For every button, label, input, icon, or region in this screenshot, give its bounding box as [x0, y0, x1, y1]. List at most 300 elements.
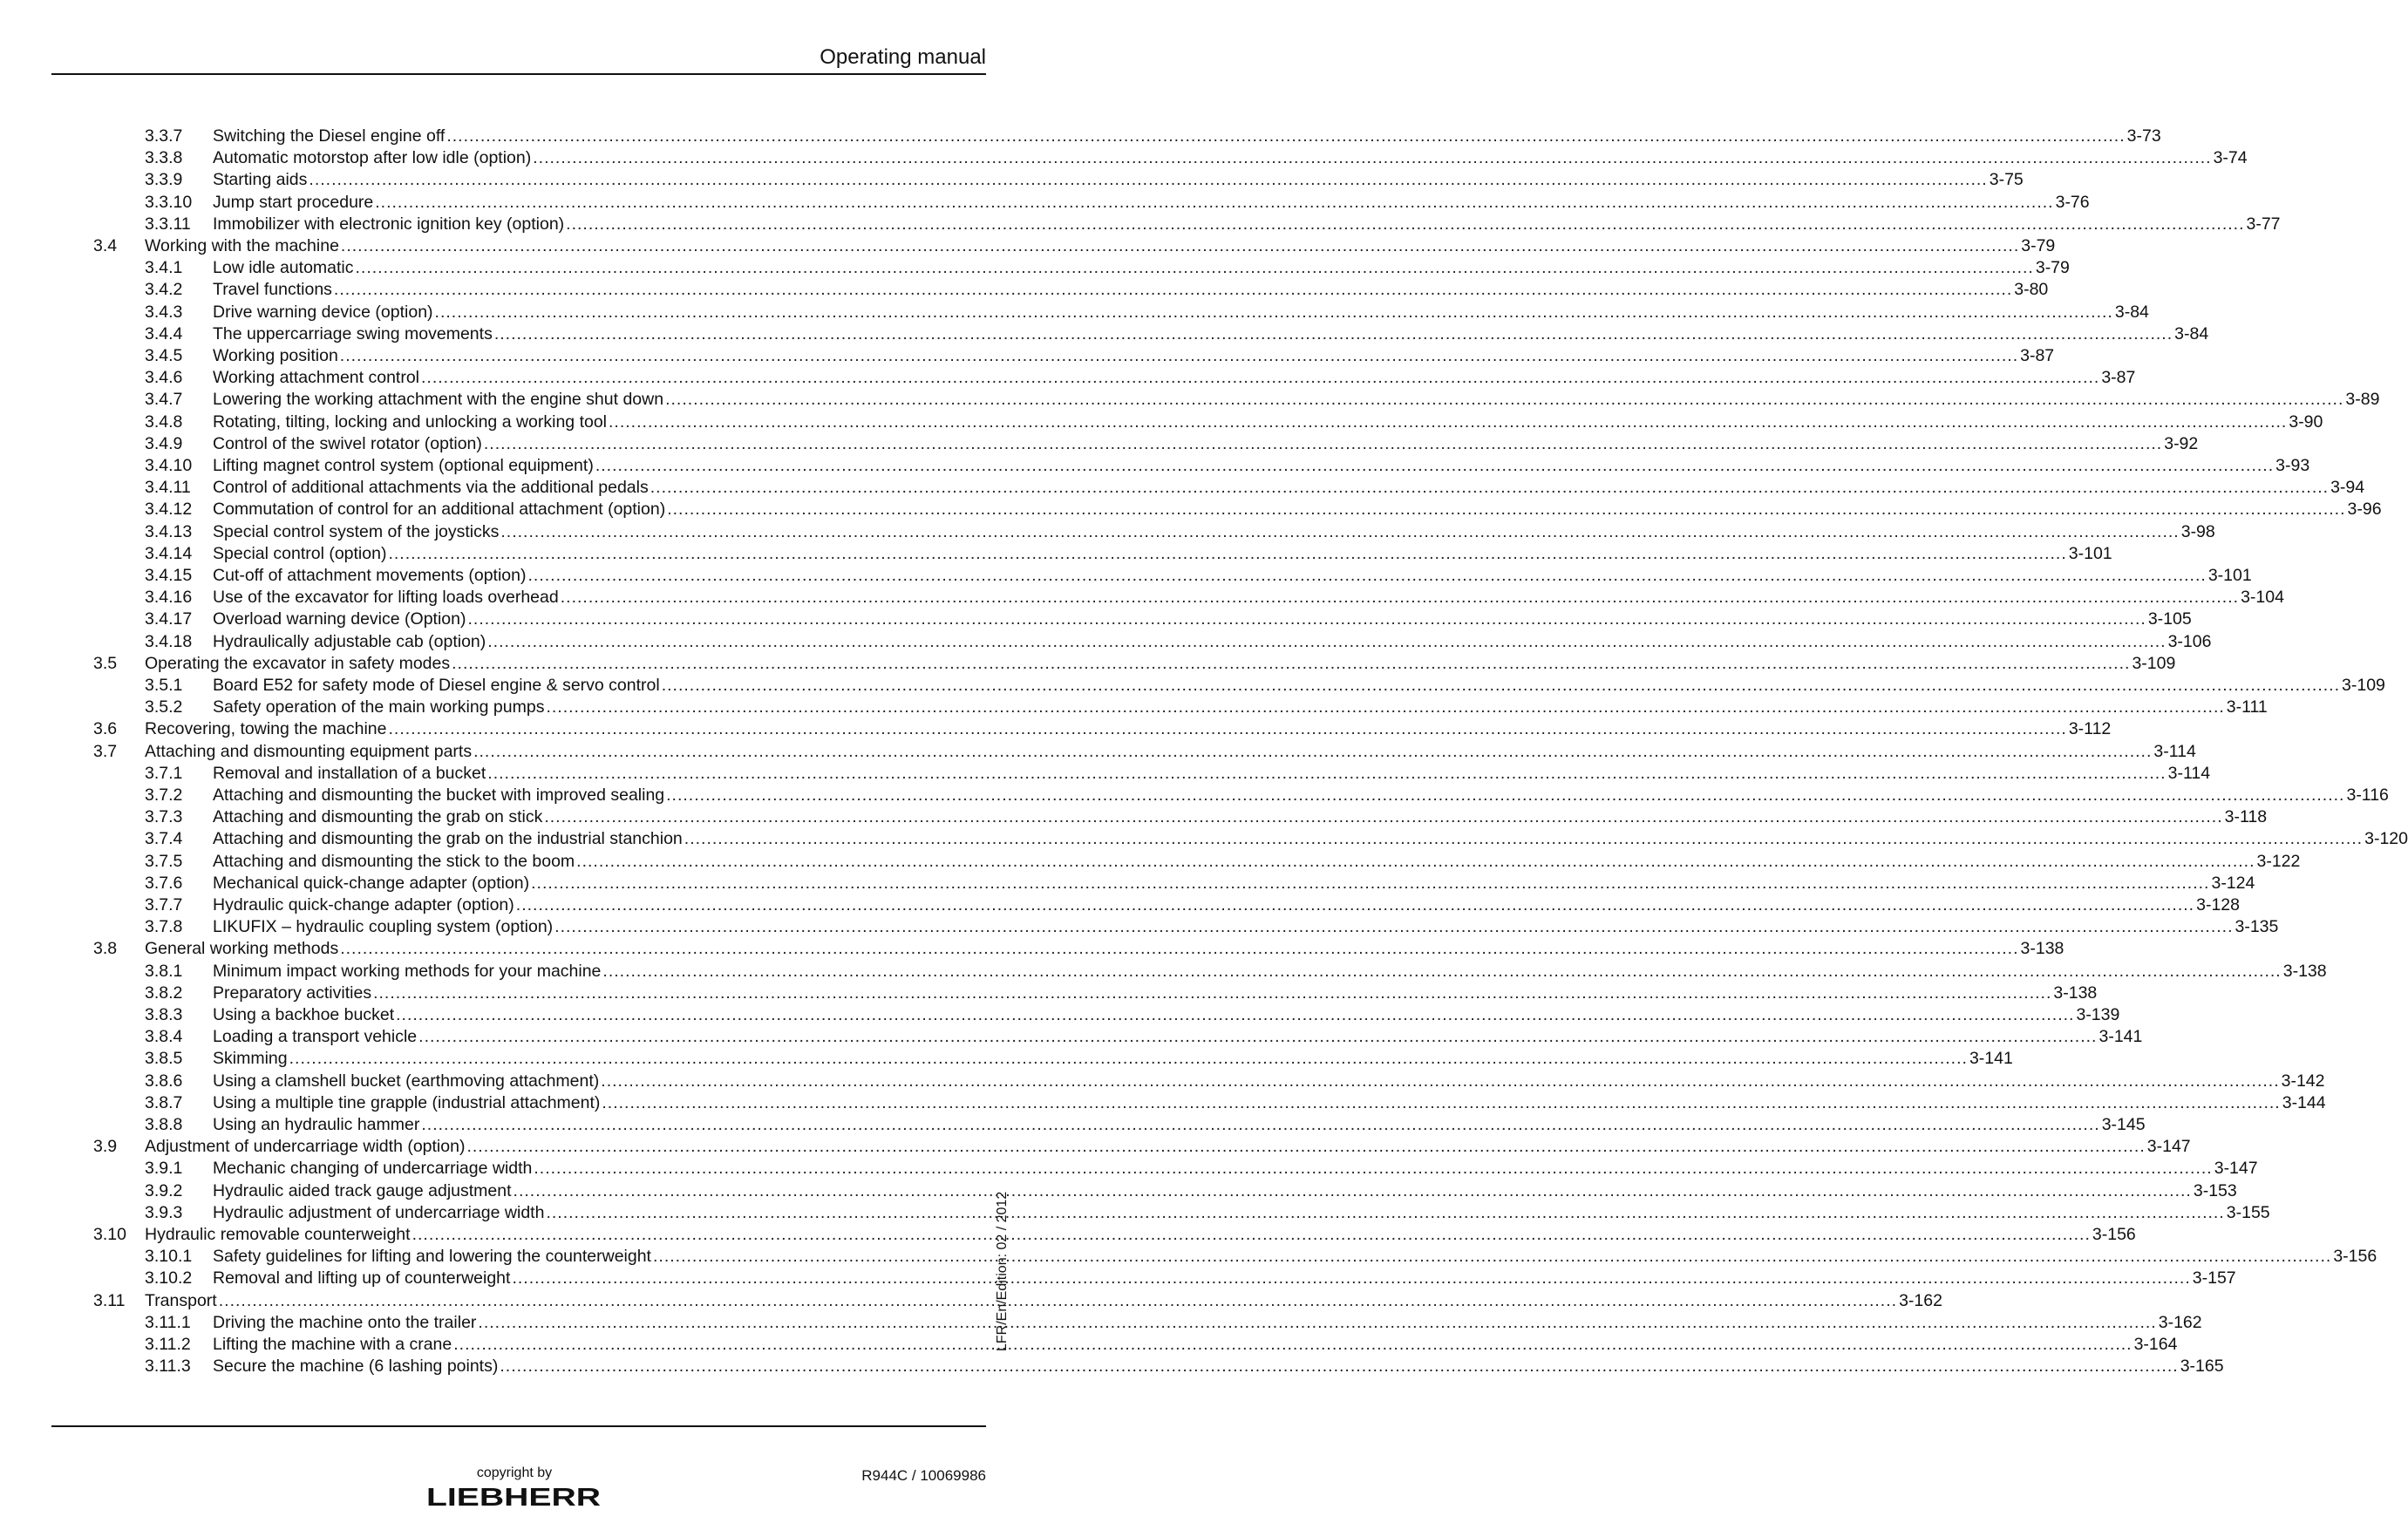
toc-entry	[213, 916, 2279, 938]
toc-title: Drive warning device (option)	[213, 302, 433, 322]
toc-leader-dots: ............................................................................................................................................................................................................................................................................................................	[340, 939, 2019, 959]
toc-section-number: 3.7.4	[145, 829, 183, 849]
toc-leader-dots: ............................................................................................................................................................................................................................................................................................................	[601, 1071, 2280, 1091]
toc-row	[0, 521, 2215, 543]
toc-entry	[213, 828, 2408, 850]
toc-title: Lifting magnet control system (optional equipment)	[213, 456, 594, 475]
toc-leader-dots: ............................................................................................................................................................................................................................................................................................................	[602, 961, 2282, 981]
toc-section-number: 3.3.9	[145, 170, 183, 190]
toc-row	[0, 697, 2268, 718]
toc-page-number: 3-89	[2345, 390, 2380, 410]
toc-title: Using a backhoe bucket	[213, 1005, 395, 1024]
toc-row	[0, 983, 2098, 1004]
toc-title: Working with the machine	[145, 236, 339, 255]
toc-entry	[213, 851, 2301, 873]
toc-page-number: 3-124	[2211, 873, 2255, 893]
toc-leader-dots: ............................................................................................................................................................................................................................................................................................................	[467, 609, 2146, 629]
toc-page-number: 3-79	[2021, 236, 2056, 255]
toc-section-number: 3.8.4	[145, 1027, 183, 1047]
toc-page-number: 3-109	[2342, 676, 2385, 695]
toc-section-number: 3.4.12	[145, 500, 193, 520]
toc-page-number: 3-101	[2207, 566, 2252, 585]
toc-section-number: 3.4.13	[145, 521, 193, 541]
toc-row	[0, 323, 2209, 345]
toc-title: Attaching and dismounting the grab on the industrial stanchion	[213, 829, 683, 849]
toc-page-number: 3-142	[2281, 1071, 2325, 1091]
toc-page-number: 3-157	[2192, 1268, 2236, 1289]
toc-title: Control of the swivel rotator (option)	[213, 433, 482, 453]
toc-leader-dots: ............................................................................................................................................................................................................................................................................................................	[602, 1092, 2281, 1112]
toc-entry	[213, 587, 2284, 609]
toc-title: Safety operation of the main working pumps	[213, 697, 545, 717]
toc-leader-dots: ............................................................................................................................................................................................................................................................................................................	[487, 763, 2167, 783]
toc-page-number: 3-139	[2076, 1005, 2120, 1024]
toc-section-number: 3.5	[93, 653, 118, 673]
toc-entry	[213, 609, 2192, 630]
toc-entry	[145, 718, 2112, 740]
toc-leader-dots: ............................................................................................................................................................................................................................................................................................................	[527, 566, 2207, 585]
toc-page-number: 3-141	[1969, 1049, 2013, 1069]
toc-leader-dots: ............................................................................................................................................................................................................................................................................................................	[684, 829, 2364, 849]
toc-section-number: 3.11.3	[145, 1357, 191, 1377]
toc-title: Secure the machine (6 lashing points)	[213, 1357, 499, 1377]
toc-entry	[213, 983, 2098, 1004]
toc-row	[0, 499, 2382, 520]
toc-entry	[213, 543, 2112, 565]
toc-page-number: 3-84	[2174, 323, 2209, 343]
toc-page-number: 3-156	[2092, 1225, 2136, 1244]
toc-entry	[213, 1048, 2013, 1070]
toc-row	[0, 279, 2049, 301]
toc-section-number: 3.8	[93, 939, 118, 959]
toc-entry	[213, 1202, 2270, 1224]
toc-section-number: 3.7.1	[145, 763, 183, 783]
toc-row	[0, 1048, 2013, 1070]
toc-page-number: 3-79	[2035, 258, 2070, 278]
toc-entry	[213, 1004, 2120, 1026]
toc-page-number: 3-101	[2068, 543, 2112, 563]
toc-leader-dots: ............................................................................................................................................................................................................................................................................................................	[218, 1290, 1898, 1310]
toc-entry	[213, 257, 2070, 279]
toc-leader-dots: ............................................................................................................................................................................................................................................................................................................	[546, 697, 2225, 717]
toc-row	[0, 1202, 2270, 1224]
toc-page-number: 3-106	[2167, 631, 2212, 651]
toc-entry	[213, 389, 2380, 411]
toc-row	[0, 1136, 2191, 1158]
toc-leader-dots: ............................................................................................................................................................................................................................................................................................................	[309, 170, 1988, 190]
toc-entry	[213, 279, 2049, 301]
toc-section-number: 3.8.6	[145, 1071, 183, 1091]
toc-title: Loading a transport vehicle	[213, 1027, 418, 1047]
toc-page-number: 3-90	[2289, 411, 2323, 432]
toc-entry	[213, 521, 2215, 543]
toc-section-number: 3.6	[93, 719, 118, 739]
toc-row	[0, 1290, 1942, 1312]
toc-page-number: 3-96	[2347, 500, 2382, 520]
toc-page-number: 3-156	[2333, 1247, 2377, 1267]
toc-page-number: 3-120	[2364, 829, 2408, 849]
toc-page-number: 3-135	[2235, 917, 2279, 937]
toc-title: Attaching and dismounting the stick to the boom	[213, 851, 575, 871]
toc-entry	[213, 631, 2212, 653]
toc-section-number: 3.11	[93, 1290, 126, 1310]
toc-title: Transport	[145, 1290, 217, 1310]
toc-entry	[213, 785, 2389, 806]
toc-entry	[213, 192, 2090, 214]
toc-page-number: 3-104	[2241, 588, 2284, 608]
toc-row	[0, 543, 2112, 565]
toc-leader-dots: ............................................................................................................................................................................................................................................................................................................	[650, 478, 2330, 498]
toc-row	[0, 1356, 2224, 1377]
toc-row	[0, 477, 2365, 499]
toc-leader-dots: ............................................................................................................................................................................................................................................................................................................	[500, 1357, 2179, 1377]
toc-entry	[145, 1224, 2136, 1246]
edition-note: LFR/En/Edition: 02 / 2012	[995, 1191, 1010, 1351]
toc-page-number: 3-77	[2246, 214, 2281, 234]
toc-page-number: 3-145	[2101, 1115, 2146, 1134]
toc-row	[0, 631, 2212, 653]
toc-page-number: 3-109	[2132, 653, 2176, 673]
toc-leader-dots: ............................................................................................................................................................................................................................................................................................................	[333, 280, 2013, 300]
toc-leader-dots: ............................................................................................................................................................................................................................................................................................................	[421, 1115, 2100, 1134]
toc-page-number: 3-114	[2153, 741, 2196, 761]
toc-section-number: 3.4.5	[145, 346, 183, 365]
toc-title: Immobilizer with electronic ignition key (option)	[213, 214, 565, 234]
toc-title: Use of the excavator for lifting loads overhead	[213, 588, 559, 608]
toc-page-number: 3-128	[2196, 895, 2240, 915]
toc-page-number: 3-87	[2020, 346, 2055, 365]
toc-section-number: 3.3.10	[145, 192, 193, 212]
toc-section-number: 3.4.14	[145, 543, 193, 563]
toc-entry	[213, 367, 2136, 389]
toc-row	[0, 1004, 2120, 1026]
toc-page-number: 3-165	[2180, 1357, 2224, 1377]
toc-title: Using a multiple tine grapple (industrial attachment)	[213, 1092, 601, 1112]
toc-title: Mechanic changing of undercarriage width	[213, 1159, 533, 1179]
toc-leader-dots: ............................................................................................................................................................................................................................................................................................................	[531, 873, 2210, 893]
toc-title: Recovering, towing the machine	[145, 719, 387, 739]
toc-row	[0, 609, 2192, 630]
toc-title: Operating the excavator in safety modes	[145, 653, 451, 673]
toc-row	[0, 1268, 2236, 1289]
toc-section-number: 3.4.4	[145, 323, 183, 343]
toc-title: Commutation of control for an additional attachment (option)	[213, 500, 666, 520]
toc-section-number: 3.10.1	[145, 1247, 193, 1267]
toc-section-number: 3.5.2	[145, 697, 183, 717]
toc-entry	[213, 565, 2252, 587]
toc-page-number: 3-147	[2214, 1159, 2258, 1179]
toc-entry	[213, 1268, 2236, 1289]
toc-section-number: 3.3.8	[145, 148, 183, 168]
toc-row	[0, 587, 2284, 609]
toc-row	[0, 938, 2064, 960]
toc-row	[0, 1114, 2146, 1136]
toc-title: Special control (option)	[213, 543, 387, 563]
toc-section-number: 3.9.2	[145, 1180, 183, 1200]
toc-page-number: 3-116	[2346, 785, 2389, 805]
toc-leader-dots: ............................................................................................................................................................................................................................................................................................................	[487, 631, 2167, 651]
toc-section-number: 3.7.7	[145, 895, 183, 915]
toc-title: Hydraulic quick-change adapter (option)	[213, 895, 514, 915]
toc-leader-dots: ............................................................................................................................................................................................................................................................................................................	[533, 148, 2212, 168]
toc-section-number: 3.9.3	[145, 1202, 183, 1222]
toc-page-number: 3-138	[2053, 983, 2098, 1003]
toc-entry	[213, 1071, 2325, 1092]
toc-leader-dots: ............................................................................................................................................................................................................................................................................................................	[373, 983, 2052, 1003]
toc-leader-dots: ............................................................................................................................................................................................................................................................................................................	[667, 500, 2346, 520]
toc-entry	[145, 1136, 2191, 1158]
toc-page-number: 3-147	[2146, 1137, 2191, 1157]
toc-page-number: 3-138	[2282, 961, 2327, 981]
copyright-label: copyright by	[476, 1465, 553, 1480]
toc-section-number: 3.8.5	[145, 1049, 183, 1069]
toc-section-number: 3.4.3	[145, 302, 183, 322]
toc-section-number: 3.10.2	[145, 1268, 193, 1289]
toc-row	[0, 389, 2380, 411]
toc-section-number: 3.7.2	[145, 785, 183, 805]
toc-title: Travel functions	[213, 280, 332, 300]
toc-leader-dots: ............................................................................................................................................................................................................................................................................................................	[388, 543, 2067, 563]
toc-row	[0, 1246, 2377, 1268]
toc-row	[0, 894, 2240, 916]
toc-leader-dots: ............................................................................................................................................................................................................................................................................................................	[340, 236, 2020, 255]
toc-row	[0, 1224, 2136, 1246]
toc-title: Mechanical quick-change adapter (option)	[213, 873, 530, 893]
toc-row	[0, 961, 2327, 983]
toc-leader-dots: ............................................................................................................................................................................................................................................................................................................	[665, 390, 2344, 410]
toc-row	[0, 1071, 2325, 1092]
toc-row	[0, 257, 2070, 279]
toc-page-number: 3-98	[2180, 521, 2215, 541]
toc-row	[0, 192, 2090, 214]
toc-title: Lifting the machine with a crane	[213, 1335, 452, 1354]
toc-section-number: 3.4.7	[145, 390, 183, 410]
toc-leader-dots: ............................................................................................................................................................................................................................................................................................................	[446, 126, 2126, 146]
toc-title: Rotating, tilting, locking and unlocking a working tool	[213, 411, 608, 432]
toc-entry	[145, 653, 2176, 675]
toc-title: Removal and installation of a bucket	[213, 763, 486, 783]
toc-title: Overload warning device (Option)	[213, 609, 466, 629]
toc-leader-dots: ............................................................................................................................................................................................................................................................................................................	[466, 1137, 2146, 1157]
toc-leader-dots: ............................................................................................................................................................................................................................................................................................................	[652, 1247, 2332, 1267]
toc-page-number: 3-162	[1899, 1290, 1942, 1310]
toc-title: Safety guidelines for lifting and lowering the counterweight	[213, 1247, 651, 1267]
toc-page-number: 3-138	[2020, 939, 2064, 959]
toc-section-number: 3.9.1	[145, 1159, 183, 1179]
toc-section-number: 3.4.16	[145, 588, 193, 608]
toc-leader-dots: ............................................................................................................................................................................................................................................................................................................	[355, 258, 2034, 278]
toc-row	[0, 235, 2056, 257]
toc-title: Automatic motorstop after low idle (option)	[213, 148, 532, 168]
toc-section-number: 3.4.15	[145, 566, 193, 585]
toc-title: Jump start procedure	[213, 192, 374, 212]
toc-leader-dots: ............................................................................................................................................................................................................................................................................................................	[500, 521, 2180, 541]
header-rule	[51, 73, 986, 75]
toc-page-number: 3-76	[2055, 192, 2090, 212]
toc-row	[0, 565, 2252, 587]
toc-leader-dots: ............................................................................................................................................................................................................................................................................................................	[388, 719, 2067, 739]
toc-leader-dots: ............................................................................................................................................................................................................................................................................................................	[534, 1159, 2213, 1179]
toc-row	[0, 126, 2161, 147]
toc-row	[0, 916, 2279, 938]
toc-section-number: 3.4.6	[145, 368, 183, 388]
toc-leader-dots: ............................................................................................................................................................................................................................................................................................................	[566, 214, 2245, 234]
liebherr-logo	[425, 1484, 602, 1512]
toc-page-number: 3-114	[2167, 763, 2211, 783]
toc-leader-dots: ............................................................................................................................................................................................................................................................................................................	[544, 807, 2223, 827]
toc-section-number: 3.3.7	[145, 126, 183, 146]
toc-row	[0, 741, 2196, 763]
toc-entry	[213, 894, 2240, 916]
toc-entry	[145, 938, 2064, 960]
toc-section-number: 3.4.18	[145, 631, 193, 651]
toc-leader-dots: ............................................................................................................................................................................................................................................................................................................	[493, 323, 2173, 343]
toc-page-number: 3-153	[2193, 1180, 2237, 1200]
toc-section-number: 3.4.11	[145, 478, 191, 498]
toc-page-number: 3-155	[2226, 1202, 2270, 1222]
toc-section-number: 3.4.8	[145, 411, 183, 432]
toc-row	[0, 1092, 2326, 1114]
toc-page-number: 3-122	[2256, 851, 2301, 871]
toc-row	[0, 1312, 2202, 1334]
toc-entry	[213, 697, 2268, 718]
toc-entry	[213, 147, 2248, 169]
toc-row	[0, 455, 2310, 477]
toc-leader-dots: ............................................................................................................................................................................................................................................................................................................	[666, 785, 2345, 805]
toc-entry	[213, 1114, 2146, 1136]
toc-row	[0, 806, 2268, 828]
toc-entry	[213, 345, 2055, 367]
toc-title: Skimming	[213, 1049, 288, 1069]
toc-page-number: 3-164	[2133, 1335, 2178, 1354]
toc-row	[0, 675, 2385, 697]
toc-section-number: 3.8.1	[145, 961, 183, 981]
toc-title: Working position	[213, 346, 338, 365]
toc-title: Switching the Diesel engine off	[213, 126, 446, 146]
toc-title: Minimum impact working methods for your machine	[213, 961, 602, 981]
toc-row	[0, 718, 2112, 740]
toc-row	[0, 433, 2199, 455]
toc-title: Special control system of the joysticks	[213, 521, 500, 541]
toc-entry	[213, 477, 2365, 499]
toc-section-number: 3.9	[93, 1137, 118, 1157]
toc-section-number: 3.7.3	[145, 807, 183, 827]
toc-row	[0, 169, 2024, 191]
toc-page-number: 3-162	[2158, 1312, 2202, 1332]
toc-page-number: 3-94	[2330, 478, 2365, 498]
toc-section-number: 3.4.2	[145, 280, 183, 300]
toc-leader-dots: ............................................................................................................................................................................................................................................................................................................	[396, 1005, 2075, 1024]
toc-title: Cut-off of attachment movements (option)	[213, 566, 527, 585]
toc-entry	[213, 1334, 2178, 1356]
document-number: R944C / 10069986	[861, 1467, 986, 1484]
logo-text: LIEBHERR	[426, 1484, 602, 1512]
toc-leader-dots: ............................................................................................................................................................................................................................................................................................................	[412, 1225, 2091, 1244]
toc-entry	[213, 411, 2323, 433]
page-header-title: Operating manual	[820, 45, 986, 69]
toc-leader-dots: ............................................................................................................................................................................................................................................................................................................	[473, 741, 2153, 761]
toc-title: Board E52 for safety mode of Diesel engine & servo control	[213, 676, 660, 695]
toc-leader-dots: ............................................................................................................................................................................................................................................................................................................	[339, 346, 2019, 365]
toc-section-number: 3.7.6	[145, 873, 183, 893]
toc-row	[0, 345, 2055, 367]
toc-leader-dots: ............................................................................................................................................................................................................................................................................................................	[576, 851, 2255, 871]
toc-title: Hydraulic adjustment of undercarriage width	[213, 1202, 545, 1222]
toc-section-number: 3.3.11	[145, 214, 191, 234]
toc-entry	[213, 1312, 2202, 1334]
toc-entry	[213, 806, 2268, 828]
toc-leader-dots: ............................................................................................................................................................................................................................................................................................................	[512, 1268, 2191, 1289]
toc-section-number: 3.8.2	[145, 983, 183, 1003]
toc-entry	[213, 1026, 2143, 1048]
toc-leader-dots: ............................................................................................................................................................................................................................................................................................................	[418, 1027, 2098, 1047]
toc-page-number: 3-87	[2101, 368, 2136, 388]
toc-leader-dots: ............................................................................................................................................................................................................................................................................................................	[289, 1049, 1968, 1069]
toc-row	[0, 411, 2323, 433]
toc-leader-dots: ............................................................................................................................................................................................................................................................................................................	[421, 368, 2100, 388]
toc-section-number: 3.4.9	[145, 433, 183, 453]
toc-title: Working attachment control	[213, 368, 419, 388]
toc-page-number: 3-144	[2282, 1092, 2326, 1112]
toc-leader-dots: ............................................................................................................................................................................................................................................................................................................	[478, 1312, 2157, 1332]
toc-row	[0, 828, 2408, 850]
toc-title: Removal and lifting up of counterweight	[213, 1268, 511, 1289]
toc-title: Preparatory activities	[213, 983, 372, 1003]
toc-title: Attaching and dismounting equipment parts	[145, 741, 473, 761]
toc-title: Hydraulic aided track gauge adjustment	[213, 1180, 512, 1200]
toc-leader-dots: ............................................................................................................................................................................................................................................................................................................	[483, 433, 2163, 453]
toc-title: Lowering the working attachment with the engine shut down	[213, 390, 664, 410]
toc-page-number: 3-75	[1989, 170, 2024, 190]
toc-title: The uppercarriage swing movements	[213, 323, 493, 343]
toc-leader-dots: ............................................................................................................................................................................................................................................................................................................	[434, 302, 2113, 322]
toc-title: Attaching and dismounting the bucket with improved sealing	[213, 785, 665, 805]
toc-page-number: 3-84	[2114, 302, 2149, 322]
toc-row	[0, 653, 2176, 675]
toc-leader-dots: ............................................................................................................................................................................................................................................................................................................	[452, 653, 2131, 673]
toc-leader-dots: ............................................................................................................................................................................................................................................................................................................	[661, 676, 2341, 695]
toc-leader-dots: ............................................................................................................................................................................................................................................................................................................	[546, 1202, 2225, 1222]
toc-row	[0, 1158, 2258, 1180]
toc-row	[0, 1334, 2178, 1356]
toc-entry	[145, 741, 2196, 763]
toc-section-number: 3.4.17	[145, 609, 193, 629]
toc-row	[0, 302, 2149, 323]
toc-entry	[213, 1356, 2224, 1377]
toc-page-number: 3-92	[2164, 433, 2199, 453]
toc-entry	[213, 1180, 2237, 1202]
toc-entry	[213, 873, 2255, 894]
toc-section-number: 3.8.8	[145, 1115, 183, 1134]
toc-section-number: 3.10	[93, 1225, 126, 1244]
footer-rule	[51, 1425, 986, 1427]
toc-title: Attaching and dismounting the grab on stick	[213, 807, 543, 827]
toc-entry	[213, 675, 2385, 697]
toc-page-number: 3-80	[2014, 280, 2049, 300]
toc-section-number: 3.7	[93, 741, 118, 761]
toc-row	[0, 851, 2301, 873]
toc-entry	[213, 126, 2161, 147]
toc-page-number: 3-93	[2275, 456, 2310, 475]
toc-page-number: 3-141	[2098, 1027, 2143, 1047]
toc-title: Using an hydraulic hammer	[213, 1115, 420, 1134]
toc-row	[0, 214, 2281, 235]
toc-section-number: 3.7.5	[145, 851, 183, 871]
toc-section-number: 3.8.7	[145, 1092, 183, 1112]
toc-entry	[213, 499, 2382, 520]
toc-leader-dots: ............................................................................................................................................................................................................................................................................................................	[375, 192, 2054, 212]
toc-page-number: 3-73	[2126, 126, 2161, 146]
